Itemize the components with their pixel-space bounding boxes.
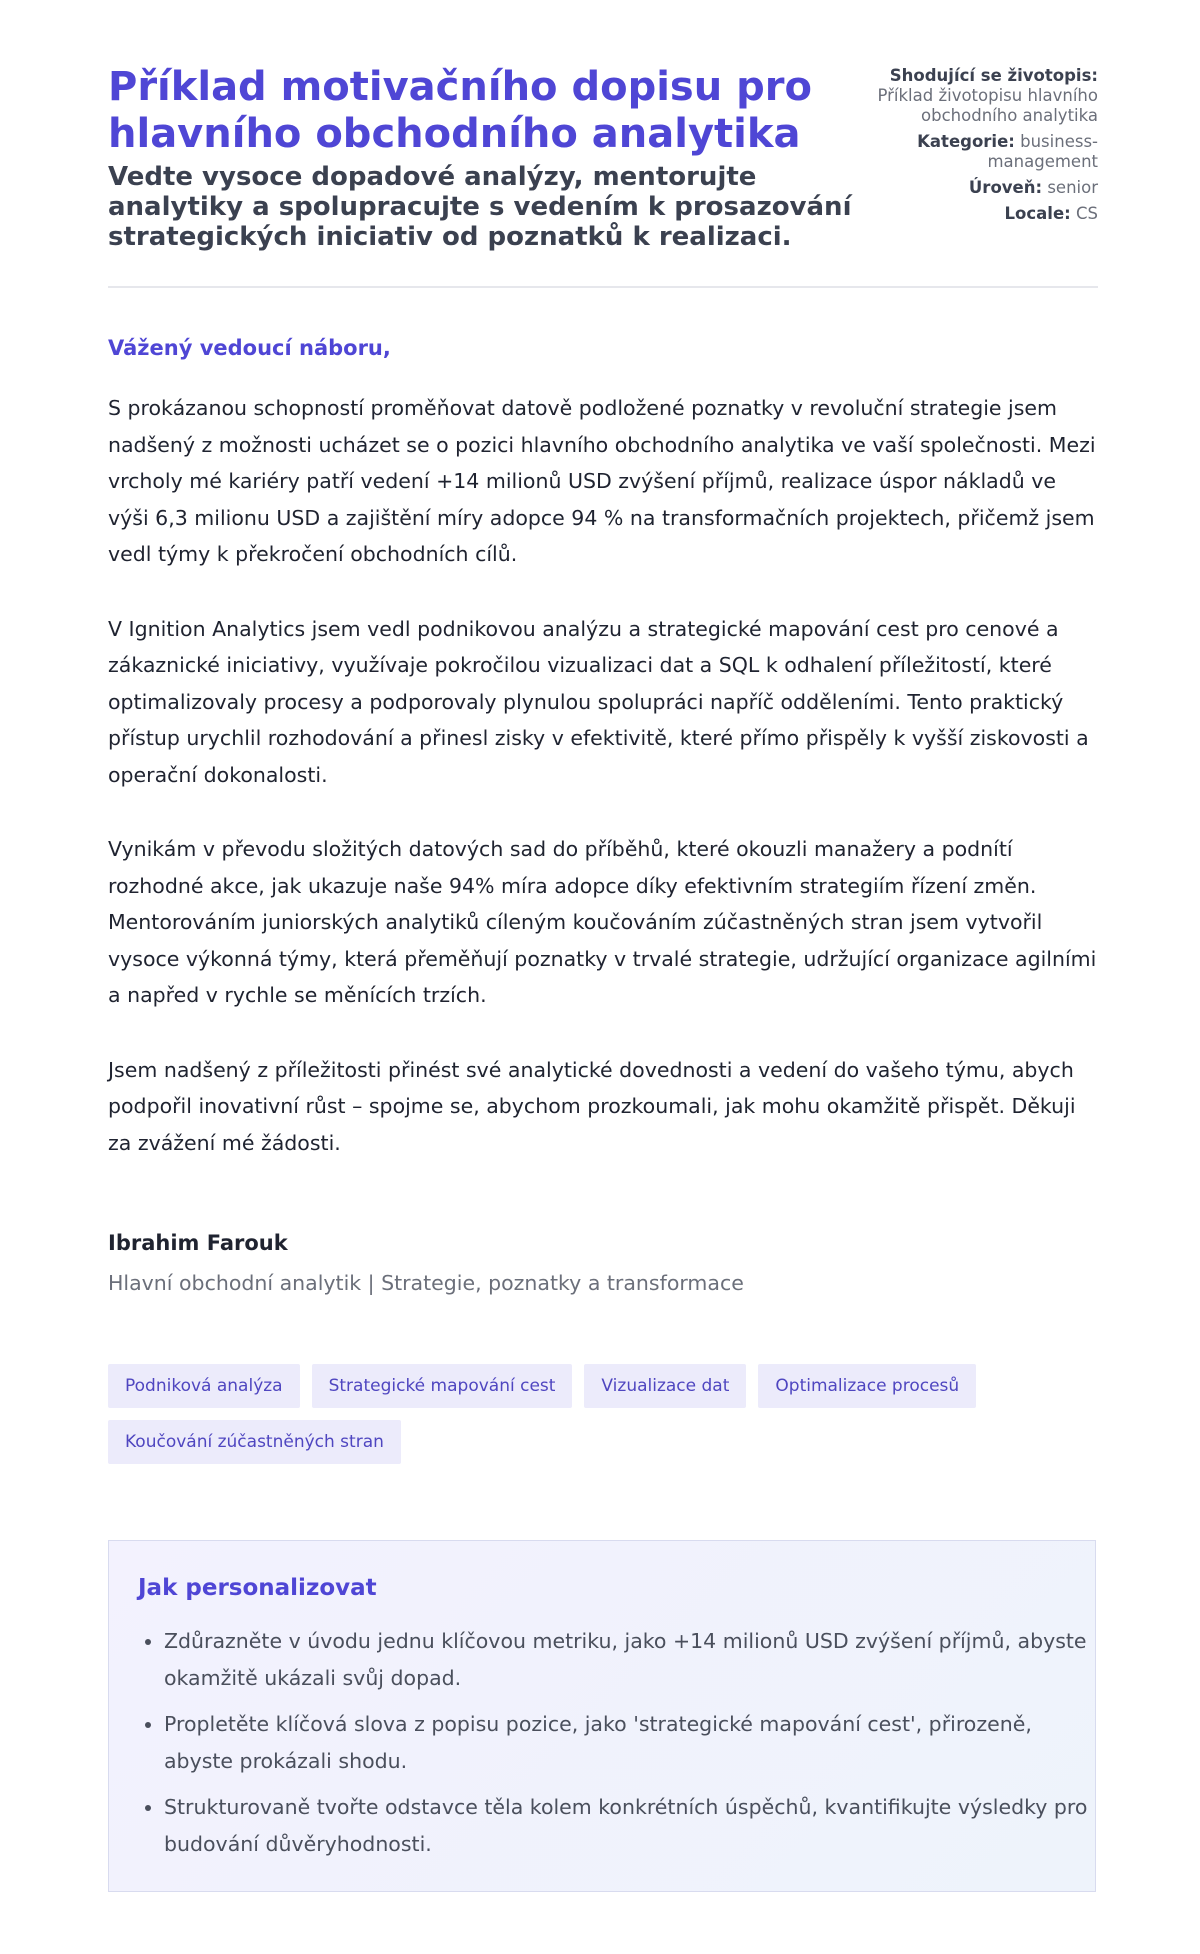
skill-tag[interactable]: Optimalizace procesů bbox=[758, 1364, 976, 1408]
letter-paragraph: Jsem nadšený z příležitosti přinést své analytické dovednosti a vedení do vašeho týmu, abych podpořil inovativní růst – spojme se, abychom prozkoumali, jak mohu okamžitě přispět. Děkuji za zvážení mé žádosti. bbox=[108, 1057, 1076, 1155]
meta-level-key: Úroveň: bbox=[968, 178, 1043, 197]
meta-category-key: Kategorie: bbox=[917, 132, 1015, 151]
personalize-tips-box bbox=[108, 1540, 1096, 1892]
meta-level bbox=[858, 178, 1098, 198]
page-title: Příklad motivačního dopisu pro hlavního obchodního analytika bbox=[108, 64, 812, 157]
meta-level-value: senior bbox=[1047, 178, 1098, 197]
tips-title: Jak personalizovat bbox=[138, 1575, 377, 1601]
title-block bbox=[108, 64, 868, 252]
signature-name: Ibrahim Farouk bbox=[108, 1231, 288, 1255]
meta-locale-key: Locale: bbox=[1004, 204, 1071, 223]
page-subtitle: Vedte vysoce dopadové analýzy, mentorujte analytiky a spolupracujte s vedením k prosazování strategických iniciativ od poznatků k realizaci. bbox=[108, 162, 852, 252]
skill-tag[interactable]: Podniková analýza bbox=[108, 1364, 300, 1408]
skill-tag[interactable]: Strategické mapování cest bbox=[312, 1364, 573, 1408]
skill-tag[interactable]: Vizualizace dat bbox=[584, 1364, 746, 1408]
meta-resume-key: Shodující se životopis: bbox=[889, 66, 1098, 85]
skill-tags bbox=[108, 1364, 1098, 1464]
letter-body bbox=[108, 390, 1098, 1199]
letter-paragraph: S prokázanou schopností proměňovat datově podložené poznatky v revoluční strategie jsem nadšený z možnosti ucházet se o pozici hlavního obchodního analytika ve vaší společnosti. Mezi vrcholy mé kariéry patří vedení +14 milionů USD zvýšení příjmů, realizace úspor nákladů ve výši 6,3 milionu USD a zajištění míry adopce 94 % na transformačních projektech, přičemž jsem vedl týmy k překročení obchodních cílů. bbox=[108, 396, 1096, 566]
letter-paragraph: V Ignition Analytics jsem vedl podnikovou analýzu a strategické mapování cest pro cenové a zákaznické iniciativy, využívaje pokročilou vizualizaci dat a SQL k odhalení příležitostí, které optimalizovaly procesy a podporovaly plynulou spolupráci napříč odděleními. Tento praktický přístup urychlil rozhodování a přinesl zisky v efektivitě, které přímo přispěly k vyšší ziskovosti a operační dokonalosti. bbox=[108, 616, 1089, 787]
meta-resume bbox=[858, 66, 1098, 126]
meta-locale bbox=[858, 204, 1098, 224]
letter-paragraph: Vynikám v převodu složitých datových sad do příběhů, které okouzli manažery a podnítí rozhodné akce, jak ukazuje naše 94% míra adopce díky efektivním strategiím řízení změn. Mentorováním juniorských analytiků cíleným koučováním zúčastněných stran jsem vytvořil vysoce výkonná týmy, která přeměňují poznatky v trvalé strategie, udržující organizace agilními a napřed v rychle se měnících trzích. bbox=[108, 837, 1097, 1007]
signature-block bbox=[108, 1228, 744, 1298]
tip-item: • Strukturovaně tvořte odstavce těla kolem konkrétních úspěchů, kvantifikujte výsledky pro budování důvěryhodnosti. bbox=[164, 1789, 1094, 1862]
meta-category-value: business-management bbox=[987, 132, 1098, 171]
tips-list bbox=[138, 1623, 1094, 1872]
letter-greeting: Vážený vedoucí náboru, bbox=[108, 336, 391, 360]
meta-resume-link[interactable]: Příklad životopisu hlavního obchodního analytika bbox=[877, 86, 1098, 125]
meta-category bbox=[858, 132, 1098, 172]
tip-item: • Zdůrazněte v úvodu jednu klíčovou metriku, jako +14 milionů USD zvýšení příjmů, abyste okamžitě ukázali svůj dopad. bbox=[164, 1623, 1094, 1696]
meta-locale-value: CS bbox=[1076, 204, 1098, 223]
signature-title: Hlavní obchodní analytik | Strategie, poznatky a transformace bbox=[108, 1271, 744, 1295]
meta-panel bbox=[858, 66, 1098, 230]
page-header bbox=[108, 0, 1098, 288]
cover-letter-page bbox=[108, 0, 1098, 1856]
tip-item: • Propletěte klíčová slova z popisu pozice, jako 'strategické mapování cest', přirozeně, abyste prokázali shodu. bbox=[164, 1706, 1094, 1779]
skill-tag[interactable]: Koučování zúčastněných stran bbox=[108, 1420, 401, 1464]
